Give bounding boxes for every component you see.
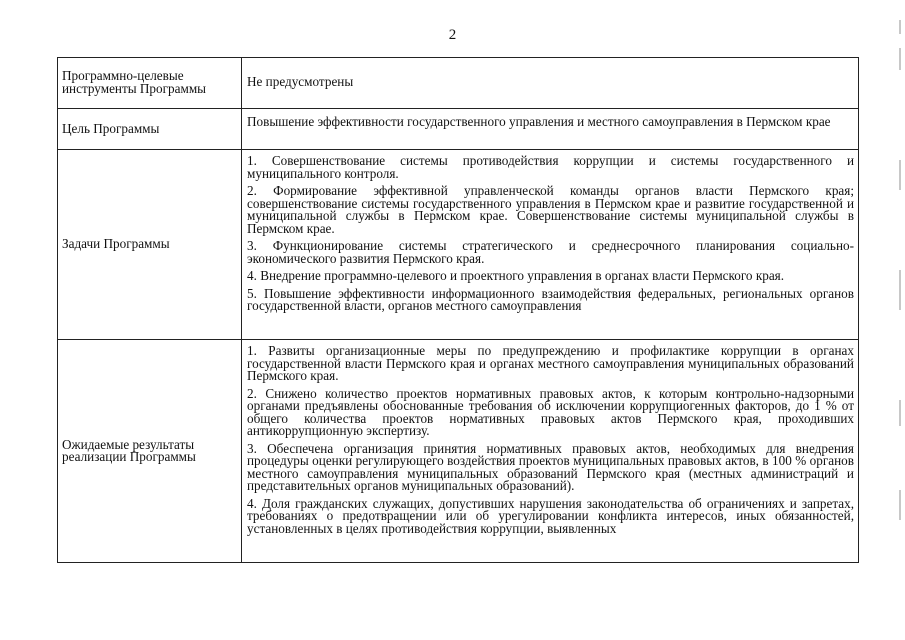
row-label-text: Программно-целевые инструменты Программы xyxy=(62,68,207,96)
table-row-results xyxy=(58,340,859,563)
scan-mark xyxy=(899,20,901,34)
results-content xyxy=(247,345,854,562)
paragraph: 2. Снижено количество проектов нормативных правовых актов, к которым контрольно-надзорными органами предъявлены обоснованные требования об исключении коррупциогенных факторов, до 1 % от общего количества проектов нормативных правовых актов Пермского края, проходивших антикоррупционную экспертизу. xyxy=(247,385,854,438)
row-label-text: Задачи Программы xyxy=(62,236,170,252)
paragraph: 4. Доля гражданских служащих, допустивших нарушения законодательства об ограничениях и запретах, требованиях о предотвращении или об урегулировании конфликта интересов, иных обязанностей, установленных в целях противодействия коррупции, выявленных xyxy=(247,495,854,536)
page-number: 2 xyxy=(448,27,457,43)
paragraph: Повышение эффективности государственного управления и местного самоуправления в Пермском крае xyxy=(247,114,831,129)
table-row-tasks xyxy=(58,150,859,340)
paragraph: 3. Обеспечена организация принятия нормативных правовых актов, необходимых для внедрения процедуры оценки регулирующего воздействия проектов муниципальных правовых актов, в 100 % органов местного самоуправления муниципальных образований Пермского края (местных администраций и представительных органов муниципальных образований). xyxy=(247,440,854,493)
paragraph: 2. Формирование эффективной управленческой команды органов власти Пермского края; совершенствование системы государственного управления в Пермском крае и развитие государственной и муниципальной службы в Пермском крае. Совершенствование системы муниципальной службы в Пермском крае. xyxy=(247,183,854,236)
table-row-instruments xyxy=(58,58,859,109)
paragraph: 1. Совершенствование системы противодействия коррупции и системы государственного и муниципального контроля. xyxy=(247,153,854,181)
row-label-results xyxy=(58,340,242,563)
paragraph: 4. Внедрение программно-целевого и проектного управления в органах власти Пермского края. xyxy=(247,268,785,283)
scan-mark xyxy=(899,270,901,310)
row-value-tasks xyxy=(242,150,859,340)
scan-mark xyxy=(899,400,901,426)
paragraph: 3. Функционирование системы стратегического и среднесрочного планирования социально-экономического развития Пермского края. xyxy=(247,238,854,266)
paragraph: 5. Повышение эффективности информационного взаимодействия федеральных, региональных органов государственной власти, органов местного самоуправления xyxy=(247,285,854,313)
row-value-goal xyxy=(242,109,859,150)
row-value-results xyxy=(242,340,859,563)
table-row-goal xyxy=(58,109,859,150)
paragraph: Не предусмотрены xyxy=(247,74,354,89)
row-label-tasks xyxy=(58,150,242,340)
program-passport-table xyxy=(57,57,859,563)
row-label-goal xyxy=(58,109,242,150)
row-label-text: Цель Программы xyxy=(62,121,160,136)
row-label-text: Ожидаемые результаты реализации Программы xyxy=(62,436,196,464)
scan-mark xyxy=(899,48,901,70)
scan-mark xyxy=(899,160,901,190)
row-label-instruments xyxy=(58,58,242,109)
paragraph: 1. Развиты организационные меры по предупреждению и профилактике коррупции в органах государственной власти Пермского края и органах местного самоуправления муниципальных образований Пермского края. xyxy=(247,345,854,383)
row-value-instruments xyxy=(242,58,859,109)
scan-mark xyxy=(899,490,901,520)
scan-edge-marks xyxy=(899,20,902,580)
